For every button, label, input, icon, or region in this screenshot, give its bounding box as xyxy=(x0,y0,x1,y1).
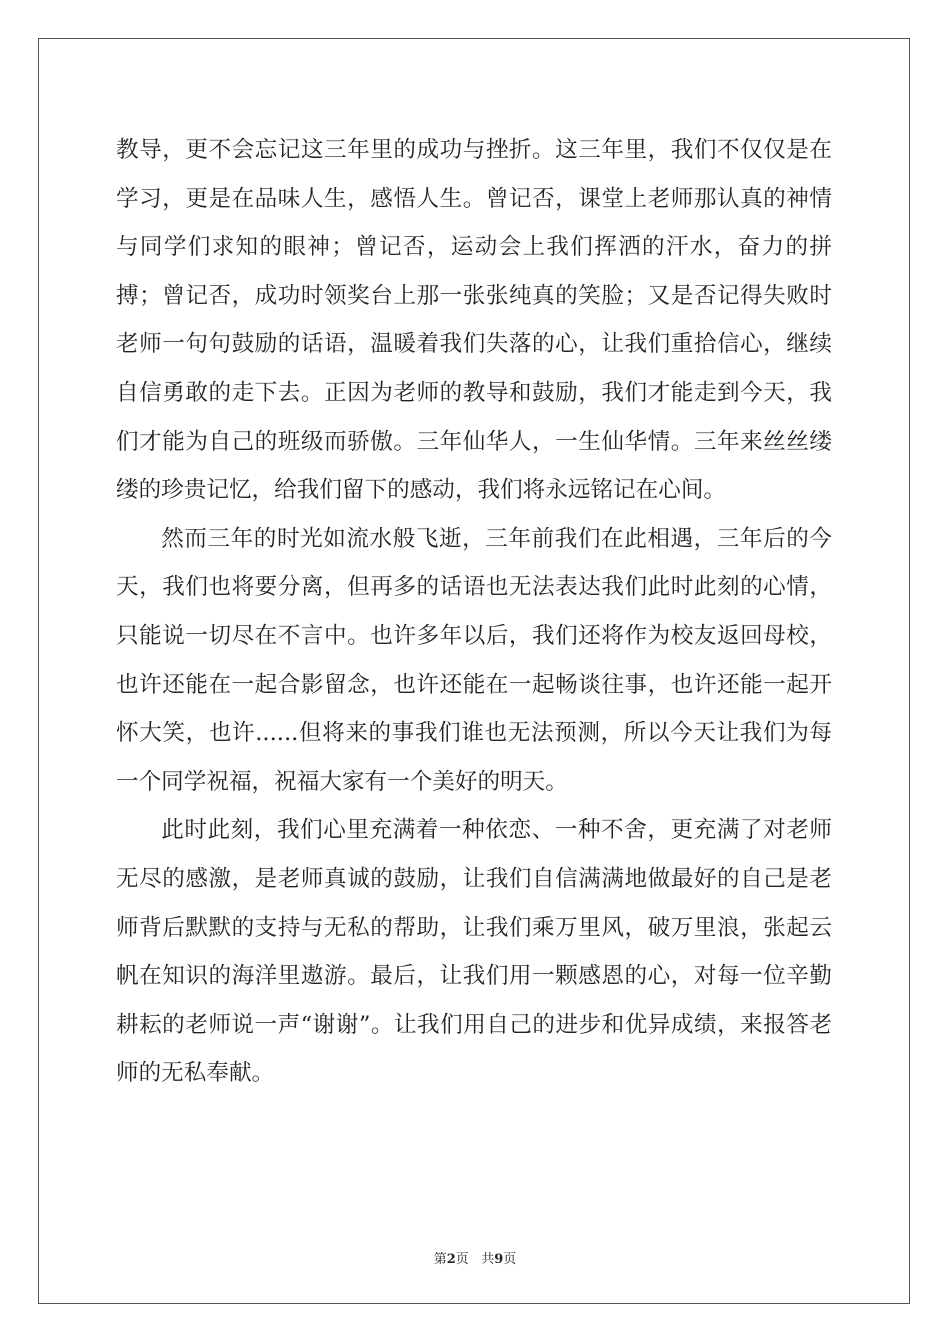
page-footer xyxy=(0,1248,950,1267)
total-prefix: 共 xyxy=(481,1252,495,1267)
paragraph-2: 然而三年的时光如流水般飞逝，三年前我们在此相遇，三年后的今天，我们也将要分离，但再多的话语也无法表达我们此时此刻的心情，只能说一切尽在不言中。也许多年以后，我们还将作为校友返回母校，也许还能在一起合影留念，也许还能在一起畅谈往事，也许还能一起开怀大笑，也许......但将来的事我们谁也无法预测，所以今天让我们为每一个同学祝福，祝福大家有一个美好的明天。 xyxy=(116,525,832,795)
paragraph-3: 此时此刻，我们心里充满着一种依恋、一种不舍，更充满了对老师无尽的感激，是老师真诚的鼓励，让我们自信满满地做最好的自己是老师背后默默的支持与无私的帮助，让我们乘万里风，破万里浪，张起云帆在知识的海洋里遨游。最后，让我们用一颗感恩的心，对每一位辛勤耕耘的老师说一声“谢谢”。让我们用自己的进步和优异成绩，来报答老师的无私奉献。 xyxy=(116,817,832,1087)
page-unit: 页 xyxy=(455,1252,469,1267)
total-page-number: 9 xyxy=(494,1252,504,1267)
current-page-number: 2 xyxy=(446,1252,456,1267)
total-unit: 页 xyxy=(503,1252,517,1267)
page-prefix: 第 xyxy=(433,1252,447,1267)
document-body xyxy=(116,126,832,1098)
paragraph-1: 教导，更不会忘记这三年里的成功与挫折。这三年里，我们不仅仅是在学习，更是在品味人生，感悟人生。曾记否，课堂上老师那认真的神情与同学们求知的眼神；曾记否，运动会上我们挥洒的汗水，奋力的拼搏；曾记否，成功时领奖台上那一张张纯真的笑脸；又是否记得失败时老师一句句鼓励的话语，温暖着我们失落的心，让我们重拾信心，继续自信勇敢的走下去。正因为老师的教导和鼓励，我们才能走到今天，我们才能为自己的班级而骄傲。三年仙华人，一生仙华情。三年来丝丝缕缕的珍贵记忆，给我们留下的感动，我们将永远铭记在心间。 xyxy=(116,137,832,504)
